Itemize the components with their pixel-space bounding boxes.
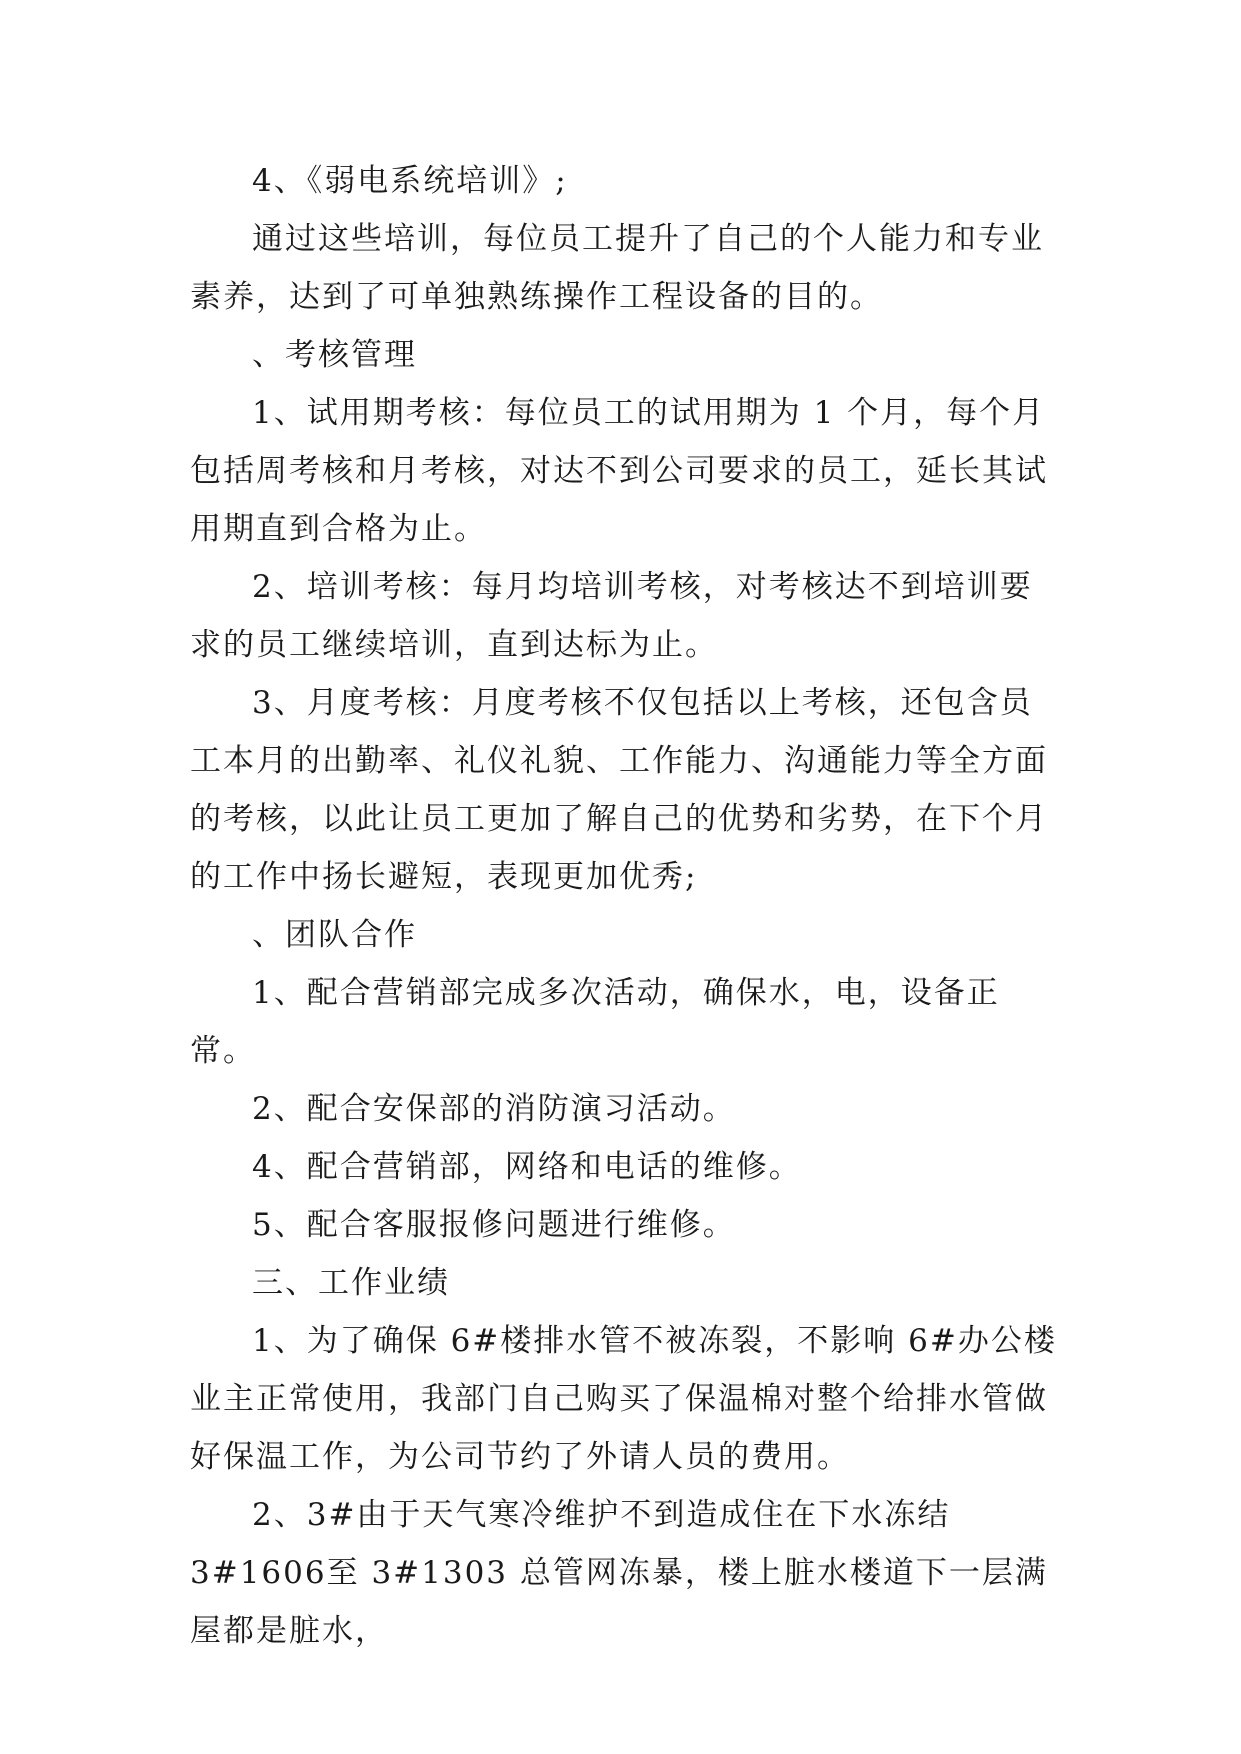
paragraph-training-assessment: 2、培训考核：每月均培训考核，对考核达不到培训要求的员工继续培训，直到达标为止。 xyxy=(190,569,1033,663)
paragraph-performance-1: 1、为了确保 6#楼排水管不被冻裂，不影响 6#办公楼业主正常使用，我部门自己购买了保温棉对整个给排水管做好保温工作，为公司节约了外请人员的费用。 xyxy=(190,1323,1057,1475)
paragraph-item-training-4: 4、《弱电系统培训》; xyxy=(252,163,568,199)
paragraph-teamwork-2: 2、配合安保部的消防演习活动。 xyxy=(252,1091,736,1127)
section-heading-teamwork: 、团队合作 xyxy=(252,917,417,953)
paragraph-teamwork-4: 4、配合营销部，网络和电话的维修。 xyxy=(252,1149,802,1185)
section-heading-assessment: 、考核管理 xyxy=(252,337,417,373)
paragraph-teamwork-5: 5、配合客服报修问题进行维修。 xyxy=(252,1207,736,1243)
paragraph-monthly-assessment: 3、月度考核：月度考核不仅包括以上考核，还包含员工本月的出勤率、礼仪礼貌、工作能力、沟通能力等全方面的考核，以此让员工更加了解自己的优势和劣势，在下个月的工作中扬长避短，表现更加优秀; xyxy=(190,685,1048,895)
paragraph-performance-2: 2、3#由于天气寒冷维护不到造成住在下水冻结 3#1606至 3#1303 总管网冻暴，楼上脏水楼道下一层满屋都是脏水， xyxy=(190,1497,1048,1649)
section-heading-performance: 三、工作业绩 xyxy=(252,1265,450,1301)
document-body xyxy=(190,152,1060,1660)
paragraph-training-summary: 通过这些培训，每位员工提升了自己的个人能力和专业素养，达到了可单独熟练操作工程设备的目的。 xyxy=(190,221,1044,315)
paragraph-probation-assessment: 1、试用期考核：每位员工的试用期为 1 个月，每个月包括周考核和月考核，对达不到公司要求的员工，延长其试用期直到合格为止。 xyxy=(190,395,1048,547)
paragraph-teamwork-1: 1、配合营销部完成多次活动，确保水，电，设备正常。 xyxy=(190,975,1000,1069)
